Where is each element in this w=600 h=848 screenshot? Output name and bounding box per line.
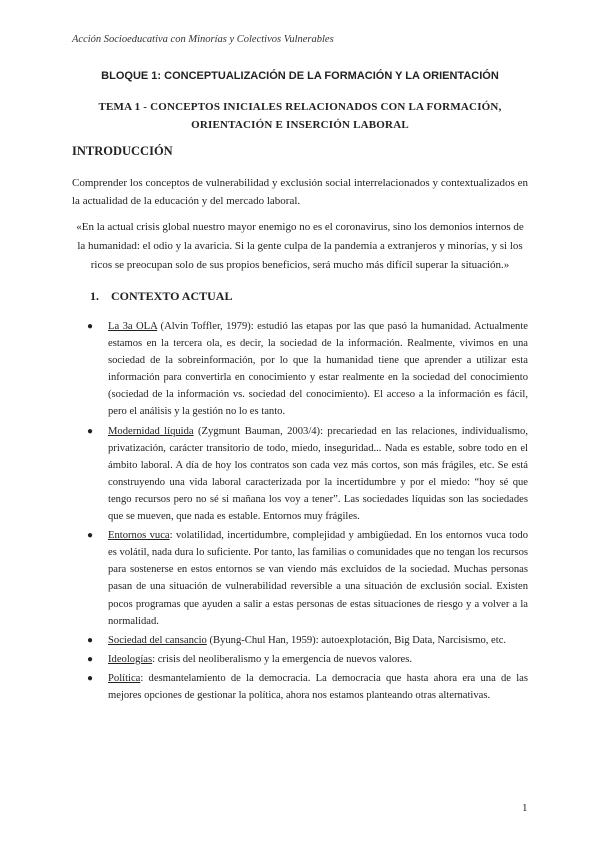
section-title: CONTEXTO ACTUAL xyxy=(111,289,233,303)
list-item-text: : desmantelamiento de la democracia. La democracia que hasta ahora era una de las mejores opciones de gestionar la política, ahora nos estamos planteando otras alternativas. xyxy=(108,672,528,701)
list-item-term: La 3a OLA xyxy=(108,321,158,332)
list-item xyxy=(72,527,528,630)
bullet-icon: ● xyxy=(87,634,94,646)
list-item xyxy=(72,423,528,526)
list-item-text: (Alvin Toffler, 1979): estudió las etapas por las que pasó la humanidad. Actualmente estamos en la tercera ola, es decir, la sociedad de la información. Realmente, vivimos en una sociedad de la sobreinformación, por lo que la humanidad tiene que aprender a utilizar esta información para convertirla en conocimiento y estar realmente en la sociedad del conocimiento (sociedad de la información vs. sociedad del conocimiento). El acceso a la información es fácil, pero el análisis y la gestión no lo es tanto. xyxy=(108,321,529,418)
bullet-icon: ● xyxy=(87,425,94,437)
bullet-icon: ● xyxy=(87,672,94,684)
list-item-term: Ideologías xyxy=(108,653,153,665)
page-number: 1 xyxy=(522,802,528,814)
list-item-term: Sociedad del cansancio xyxy=(108,634,207,646)
introduction-quote: «En la actual crisis global nuestro mayor enemigo no es el coronavirus, sino los demonios internos de la humanidad: el odio y la avaricia. Si la gente culpa de la pandemia a extranjeros y minorías, y si los ricos se preocupan solo de sus propios beneficios, será mucho más difícil superar la situación.» xyxy=(76,221,524,271)
list-item-term: Entornos vuca xyxy=(108,530,170,542)
bloque-title: BLOQUE 1: CONCEPTUALIZACIÓN DE LA FORMACIÓN Y LA ORIENTACIÓN xyxy=(101,70,499,82)
bullet-icon: ● xyxy=(87,530,94,542)
list-item xyxy=(72,670,528,704)
list-item-text: (Zygmunt Bauman, 2003/4): precariedad en las relaciones, individualismo, privatización, carácter transitorio de todo, miedo, inseguridad... Nada es estable, sobre todo en el ámbito laboral. A día de hoy los contratos son cada vez más cortos, son más frágiles, etc. Se está construyendo una vida laboral caracterizada por la incertidumbre y por el miedo: “hoy sé que tengo recursos pero no sé si mañana los voy a tener”. Las sociedades líquidas son las sociedades que se mueven, que nada es estable. Entornos muy frágiles. xyxy=(108,425,528,523)
list-item-text: : crisis del neoliberalismo y la emergencia de nuevos valores. xyxy=(152,653,412,665)
section-heading xyxy=(90,289,232,304)
list-item-text: (Byung-Chul Han, 1959): autoexplotación, Big Data, Narcisismo, etc. xyxy=(206,634,507,646)
introduction-heading: INTRODUCCIÓN xyxy=(72,144,173,158)
introduction-paragraph: Comprender los conceptos de vulnerabilidad y exclusión social interrelacionados y contextualizados en la actualidad de la educación y del mercado laboral. xyxy=(72,177,528,207)
list-item-term: Modernidad líquida xyxy=(108,425,194,437)
bullet-icon: ● xyxy=(87,321,94,332)
bullet-icon: ● xyxy=(87,653,94,665)
list-item-text: : volatilidad, incertidumbre, complejidad y ambigüedad. En los entornos vuca todo es volátil, nada dura lo suficiente. Por tanto, las familias o comunidades que no tengan los recursos para sostenerse en estos entornos se van viendo más excluidos de la sociedad. Muchas personas pasan de una situación de vulnerabilidad reversible a una situación de exclusión social. Existen pocos programas que ayuden a salir a estas personas de estas situaciones de riesgo y a volver a la normalidad. xyxy=(108,530,528,627)
list-item-term: Política xyxy=(108,672,141,684)
list-item xyxy=(72,632,528,649)
running-header: Acción Socioeducativa con Minorías y Colectivos Vulnerables xyxy=(72,34,334,45)
tema-title: TEMA 1 - CONCEPTOS INICIALES RELACIONADOS CON LA FORMACIÓN, ORIENTACIÓN E INSERCIÓN LABORAL xyxy=(98,101,502,131)
bullet-list xyxy=(72,318,528,706)
list-item xyxy=(72,651,528,668)
section-number: 1. xyxy=(90,289,99,303)
list-item xyxy=(72,318,528,421)
